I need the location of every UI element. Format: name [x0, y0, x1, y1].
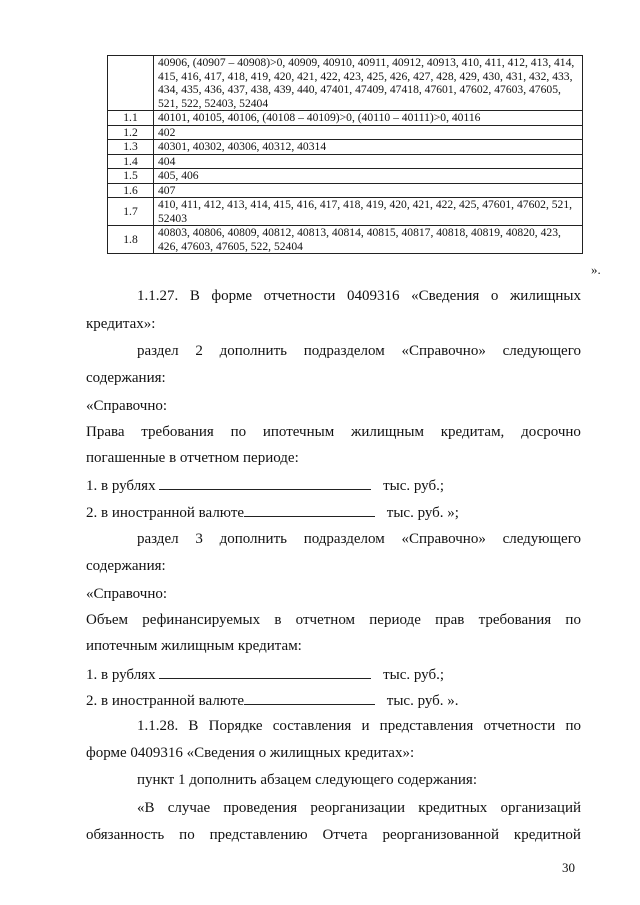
- word: Права: [86, 424, 125, 440]
- para-13: пункт 1 дополнить абзацем следующего содержания:: [137, 772, 477, 788]
- reference-heading-1: «Справочно:: [86, 398, 168, 414]
- word: кредитной: [513, 827, 581, 843]
- word: следующего: [502, 343, 581, 359]
- account-codes: 405, 406: [154, 169, 583, 184]
- word: обязанность: [86, 827, 165, 843]
- table-row: [108, 140, 583, 155]
- word: дополнить: [219, 343, 287, 359]
- word: подразделом: [303, 531, 385, 547]
- word: следующего: [502, 531, 581, 547]
- para-2-line-2: содержания:: [86, 370, 166, 386]
- currency-blank-1: [244, 502, 375, 517]
- word: составления: [272, 718, 352, 734]
- word: ипотечным: [262, 424, 335, 440]
- table-row: [108, 56, 583, 111]
- word: раздел: [137, 531, 179, 547]
- word: и: [361, 718, 370, 734]
- row-number: 1.6: [108, 183, 154, 198]
- word: «Справочно»: [401, 343, 486, 359]
- rubles-unit-2: тыс. руб.;: [383, 667, 445, 683]
- word: дополнить: [219, 531, 287, 547]
- word: представлению: [209, 827, 308, 843]
- word: Отчета: [322, 827, 368, 843]
- currency-line-1: [86, 502, 459, 522]
- para-14-line-2: [86, 826, 581, 844]
- word: по: [230, 424, 247, 440]
- para-4-line-2: погашенные в отчетном периоде:: [86, 450, 299, 466]
- para-1-line-2: кредитах»:: [86, 316, 156, 332]
- rubles-label-2: 1. в рублях: [86, 667, 156, 683]
- page-number: 30: [562, 860, 575, 875]
- row-number: 1.1: [108, 111, 154, 126]
- row-number: 1.4: [108, 154, 154, 169]
- rubles-label-1: 1. в рублях: [86, 478, 156, 494]
- word: по: [565, 612, 581, 628]
- rubles-line-1: [86, 475, 444, 495]
- table-row: [108, 183, 583, 198]
- currency-label-1: 2. в иностранной валюте: [86, 505, 245, 521]
- word: организаций: [500, 800, 581, 816]
- account-codes: 404: [154, 154, 583, 169]
- currency-unit-2: тыс. руб. ».: [386, 693, 459, 709]
- word: жилищным: [350, 424, 425, 440]
- row-number: 1.3: [108, 140, 154, 155]
- word: 1.1.28.: [137, 718, 179, 734]
- word: форме: [211, 288, 253, 304]
- word: жилищных: [509, 288, 581, 304]
- table-row: [108, 226, 583, 254]
- currency-unit-1: тыс. руб. »;: [386, 505, 459, 521]
- table-row: [108, 125, 583, 140]
- para-12-line-2: форме 0409316 «Сведения о жилищных кредитах»:: [86, 745, 415, 761]
- word: 0409316: [347, 288, 400, 304]
- table-row: [108, 198, 583, 226]
- word: реорганизации: [310, 800, 406, 816]
- word: прав: [435, 612, 465, 628]
- currency-label-2: 2. в иностранной валюте: [86, 693, 245, 709]
- row-number: [108, 56, 154, 111]
- row-number: 1.8: [108, 226, 154, 254]
- word: о: [490, 288, 499, 304]
- para-1-line-1: [137, 287, 581, 305]
- rubles-unit-1: тыс. руб.;: [383, 478, 445, 494]
- para-4-line-1: [86, 423, 581, 441]
- word: подразделом: [303, 343, 385, 359]
- para-7-line-2: содержания:: [86, 558, 166, 574]
- word: требования: [478, 612, 552, 628]
- word: представления: [379, 718, 474, 734]
- table-row: [108, 169, 583, 184]
- table-closing-quote: ».: [591, 262, 601, 277]
- account-codes-table: [107, 55, 583, 254]
- word: раздел: [137, 343, 179, 359]
- word: в: [274, 612, 282, 628]
- word: 1.1.27.: [137, 288, 179, 304]
- word: 3: [195, 531, 203, 547]
- account-codes-table-body: [108, 56, 583, 254]
- row-number: 1.5: [108, 169, 154, 184]
- para-12-line-1: [137, 717, 581, 735]
- para-9-line-2: ипотечным жилищным кредитам:: [86, 638, 302, 654]
- account-codes: 40803, 40806, 40809, 40812, 40813, 40814, 40815, 40817, 40818, 40819, 40820, 423, 426, 47603, 47605, 522, 52404: [154, 226, 583, 254]
- word: 2: [195, 343, 203, 359]
- para-2-line-1: [137, 342, 581, 360]
- word: реорганизованной: [382, 827, 499, 843]
- word: кредитных: [418, 800, 488, 816]
- currency-blank-2: [244, 690, 375, 705]
- word: требования: [141, 424, 214, 440]
- row-number: 1.2: [108, 125, 154, 140]
- word: случае: [167, 800, 211, 816]
- word: «Сведения: [411, 288, 480, 304]
- word: В: [188, 718, 199, 734]
- table-row: [108, 111, 583, 126]
- word: «Справочно»: [401, 531, 486, 547]
- word: отчетном: [295, 612, 356, 628]
- word: «В: [137, 800, 155, 816]
- word: по: [179, 827, 195, 843]
- para-9-line-1: [86, 611, 581, 629]
- word: отчетности: [483, 718, 556, 734]
- account-codes: 410, 411, 412, 413, 414, 415, 416, 417, 418, 419, 420, 421, 422, 425, 47601, 47602, 521, 52403: [154, 198, 583, 226]
- account-codes: 402: [154, 125, 583, 140]
- word: Объем: [86, 612, 128, 628]
- para-14-line-1: [137, 799, 581, 817]
- row-number: 1.7: [108, 198, 154, 226]
- word: кредитам,: [440, 424, 505, 440]
- word: Порядке: [208, 718, 263, 734]
- currency-line-2: [86, 690, 459, 710]
- account-codes: 407: [154, 183, 583, 198]
- word: по: [565, 718, 581, 734]
- word: проведения: [223, 800, 298, 816]
- reference-heading-2: «Справочно:: [86, 586, 168, 602]
- account-codes: 40906, (40907 – 40908)>0, 40909, 40910, 40911, 40912, 40913, 410, 411, 412, 413, 414, 415, 416, 417, 418, 419, 420, 421, 422, 423, 425, 426, 427, 428, 429, 430, 431, 432, 433, 434, 435, 436, 437, 438, 439, 440, 47401, 47409, 47418, 47601, 47602, 47603, 47605, 521, 522, 52403, 52404: [154, 56, 583, 111]
- word: периоде: [369, 612, 421, 628]
- word: рефинансируемых: [142, 612, 261, 628]
- word: отчетности: [263, 288, 336, 304]
- rubles-line-2: [86, 664, 444, 684]
- account-codes: 40301, 40302, 40306, 40312, 40314: [154, 140, 583, 155]
- word: В: [189, 288, 200, 304]
- word: досрочно: [521, 424, 581, 440]
- rubles-blank-1: [159, 475, 371, 490]
- account-codes: 40101, 40105, 40106, (40108 – 40109)>0, (40110 – 40111)>0, 40116: [154, 111, 583, 126]
- rubles-blank-2: [159, 664, 371, 679]
- table-row: [108, 154, 583, 169]
- para-7-line-1: [137, 530, 581, 548]
